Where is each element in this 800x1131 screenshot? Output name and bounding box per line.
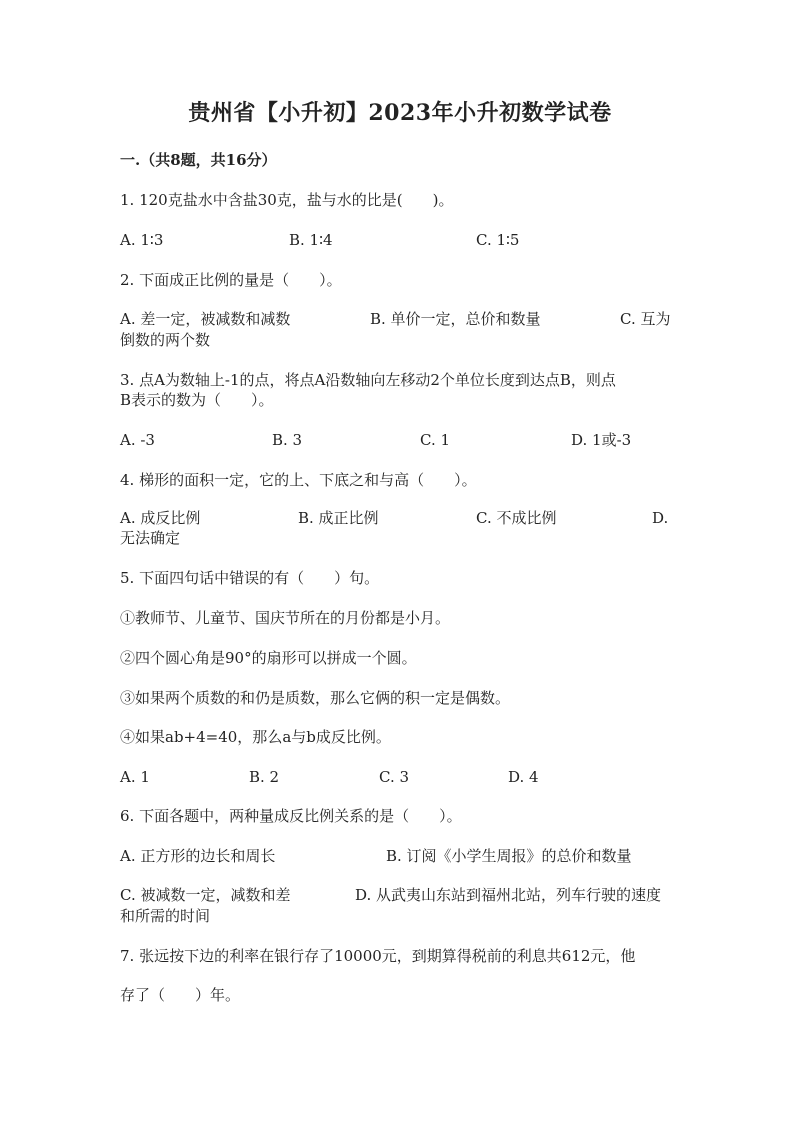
question-1-option-c: C. 1∶5 <box>476 231 520 249</box>
question-6-option-a: A. 正方形的边长和周长 <box>120 847 276 865</box>
question-2-option-a: A. 差一定，被减数和减数 <box>120 310 291 328</box>
question-4-option-b: B. 成正比例 <box>298 509 379 527</box>
question-7-stem-line1: 7. 张远按下边的利率在银行存了10000元，到期算得税前的利息共612元，他 <box>120 947 636 965</box>
question-1-option-a: A. 1∶3 <box>120 231 164 249</box>
question-3-option-c: C. 1 <box>420 431 451 449</box>
question-6-option-d: D. 从武夷山东站到福州北站，列车行驶的速度 <box>355 886 662 904</box>
question-6-option-c: C. 被减数一定，减数和差 <box>120 886 291 904</box>
question-6-option-b: B. 订阅《小学生周报》的总价和数量 <box>386 847 632 865</box>
question-3-option-d: D. 1或-3 <box>571 431 632 449</box>
question-5-statement-2: ②四个圆心角是90°的扇形可以拼成一个圆。 <box>120 649 417 667</box>
question-4-option-d: D. <box>652 509 669 527</box>
question-5-statement-4: ④如果ab+4=40，那么a与b成反比例。 <box>120 728 391 746</box>
question-4-option-a: A. 成反比例 <box>120 509 201 527</box>
question-5-option-d: D. 4 <box>508 768 539 786</box>
question-6-option-d-wrap: 和所需的时间 <box>120 907 211 925</box>
question-2-option-b: B. 单价一定，总价和数量 <box>370 310 541 328</box>
question-1-option-b: B. 1∶4 <box>289 231 333 249</box>
question-3-option-a: A. -3 <box>120 431 155 449</box>
question-3-stem-line2: B表示的数为（ ）。 <box>120 391 274 409</box>
section-heading: 一.（共8题，共16分） <box>120 151 277 169</box>
question-2-option-c-wrap: 倒数的两个数 <box>120 331 211 349</box>
question-5-stem: 5. 下面四句话中错误的有（ ）句。 <box>120 569 380 587</box>
question-4-stem: 4. 梯形的面积一定，它的上、下底之和与高（ ）。 <box>120 471 477 489</box>
question-2-stem: 2. 下面成正比例的量是（ ）。 <box>120 271 342 289</box>
question-5-option-a: A. 1 <box>120 768 150 786</box>
question-3-stem-line1: 3. 点A为数轴上-1的点，将点A沿数轴向左移动2个单位长度到达点B，则点 <box>120 371 616 389</box>
question-1-stem: 1. 120克盐水中含盐30克，盐与水的比是( )。 <box>120 191 454 209</box>
question-3-option-b: B. 3 <box>272 431 303 449</box>
question-6-stem: 6. 下面各题中，两种量成反比例关系的是（ ）。 <box>120 807 462 825</box>
question-5-option-b: B. 2 <box>249 768 280 786</box>
question-4-option-d-wrap: 无法确定 <box>120 529 181 547</box>
question-5-statement-3: ③如果两个质数的和仍是质数，那么它俩的积一定是偶数。 <box>120 689 511 707</box>
question-5-statement-1: ①教师节、儿童节、国庆节所在的月份都是小月。 <box>120 609 451 627</box>
question-7-stem-line2: 存了（ ）年。 <box>120 986 241 1004</box>
question-4-option-c: C. 不成比例 <box>476 509 557 527</box>
question-2-option-c: C. 互为 <box>620 310 671 328</box>
page-title: 贵州省【小升初】2023年小升初数学试卷 <box>188 100 612 126</box>
question-5-option-c: C. 3 <box>379 768 410 786</box>
